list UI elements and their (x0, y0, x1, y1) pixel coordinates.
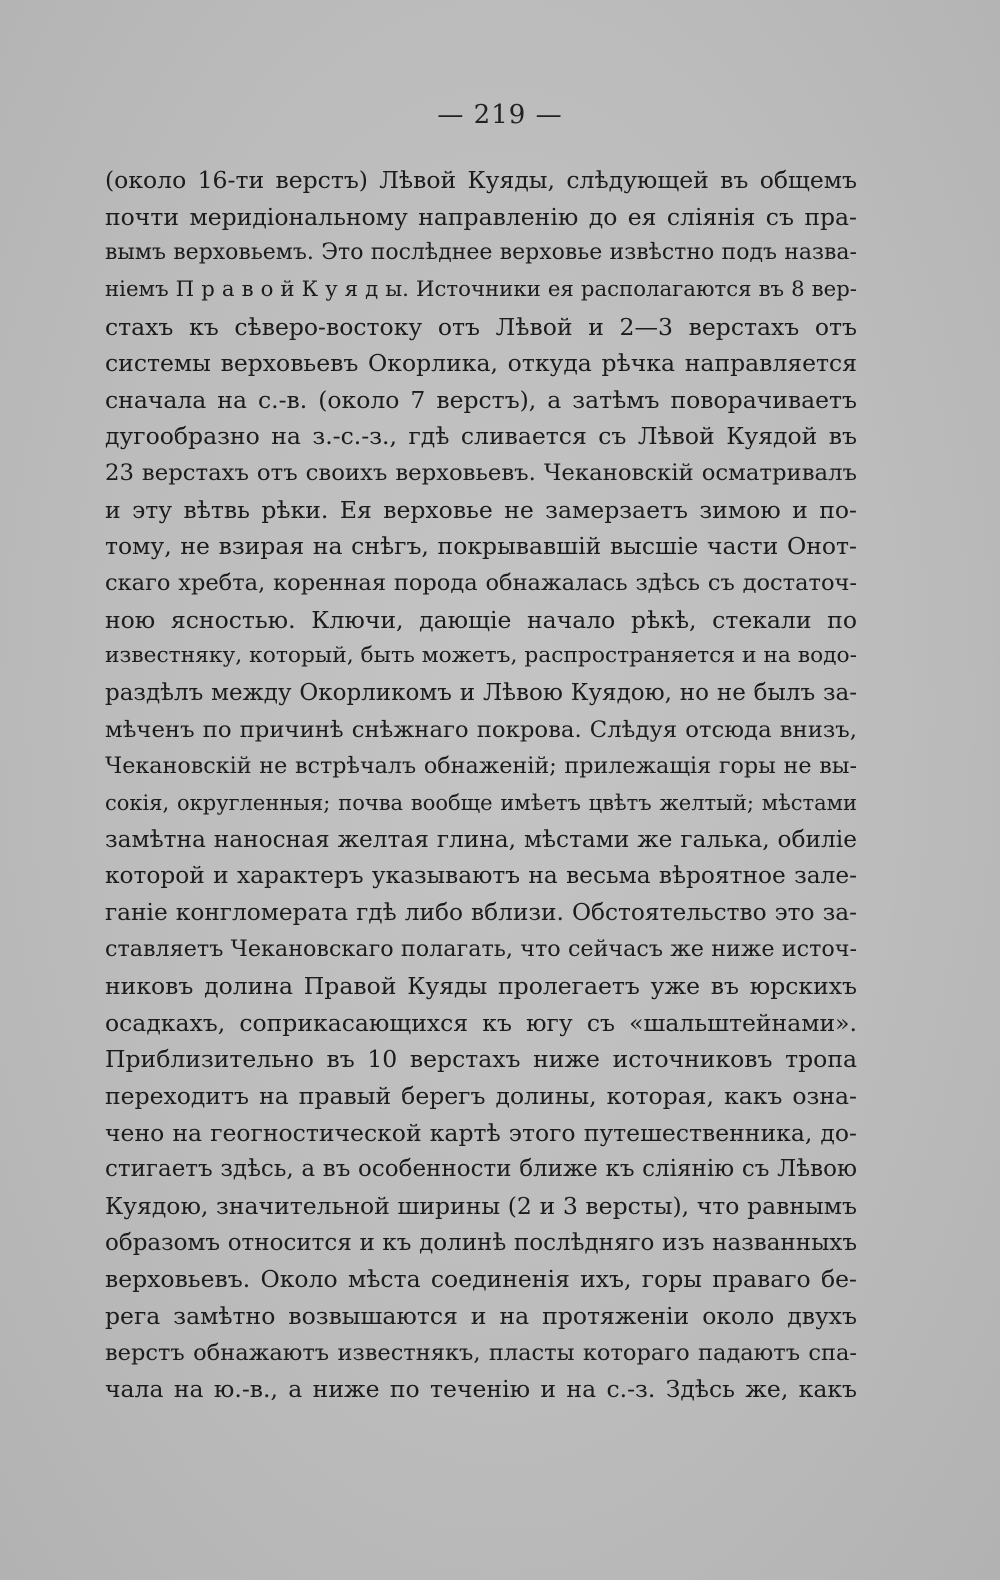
text-line: чено на геогностической картѣ этого путешественника, до- (105, 1118, 857, 1147)
text-line: ставляетъ Чекановскаго полагать, что сейчасъ же ниже источ- (105, 936, 857, 963)
text-line: системы верховьевъ Окорлика, откуда рѣчка направляется (105, 349, 857, 378)
text-line: скаго хребта, коренная порода обнажалась здѣсь съ достаточ- (105, 570, 857, 597)
text-line: дугообразно на з.-с.-з., гдѣ сливается съ Лѣвой Куядой въ (105, 422, 857, 451)
text-line: стигаетъ здѣсь, а въ особенности ближе къ сліянію съ Лѣвою (105, 1156, 857, 1183)
text-line: тому, не взирая на снѣгъ, покрывавшій высшіе части Онот- (105, 532, 857, 561)
text-line: 23 верстахъ отъ своихъ верховьевъ. Чекановскій осматривалъ (105, 460, 857, 487)
text-line: переходитъ на правый берегъ долины, которая, какъ озна- (105, 1082, 857, 1111)
text-line: рега замѣтно возвышаются и на протяженіи около двухъ (105, 1301, 857, 1330)
text-line: раздѣлъ между Окорликомъ и Лѣвою Куядою, но не былъ за- (105, 679, 857, 706)
text-line: вымъ верховьемъ. Это послѣднее верховье извѣстно подъ назва- (105, 240, 857, 266)
text-line: сокія, округленныя; почва вообще имѣетъ цвѣтъ желтый; мѣстами (105, 790, 857, 815)
text-line: осадкахъ, соприкасающихся къ югу съ «шальштейнами». (105, 1008, 857, 1037)
text-line: (около 16-ти верстъ) Лѣвой Куяды, слѣдующей въ общемъ (105, 166, 857, 194)
text-line: которой и характеръ указываютъ на весьма вѣроятное зале- (105, 862, 857, 890)
text-line: образомъ относится и къ долинѣ послѣдняго изъ названныхъ (105, 1229, 857, 1256)
text-line: и эту вѣтвь рѣки. Ея верховье не замерзаетъ зимою и по- (105, 495, 857, 524)
text-line: Куядою, значительной ширины (2 и 3 версты), что равнымъ (105, 1191, 857, 1220)
text-line: Приблизительно въ 10 верстахъ ниже источниковъ тропа (105, 1045, 857, 1074)
text-line: верстъ обнажаютъ известнякъ, пласты котораго падаютъ спа- (105, 1339, 857, 1366)
text-line: Чекановскій не встрѣчалъ обнаженій; прилежащія горы не вы- (105, 753, 857, 780)
text-line: сначала на с.-в. (около 7 верстъ), а затѣмъ поворачиваетъ (105, 385, 857, 414)
text-line: верховьевъ. Около мѣста соединенія ихъ, горы праваго бе- (105, 1265, 857, 1294)
text-line: замѣтна наносная желтая глина, мѣстами же галька, обиліе (105, 825, 857, 853)
text-line: мѣченъ по причинѣ снѣжнаго покрова. Слѣдуя отсюда внизъ, (105, 716, 857, 743)
text-line: никовъ долина Правой Куяды пролегаетъ уже въ юрскихъ (105, 972, 857, 1001)
text-line: известняку, который, быть можетъ, распространяется и на водо- (105, 643, 857, 669)
text-line: почти меридіональному направленію до ея сліянія съ пра- (105, 202, 857, 231)
text-line: ною ясностью. Ключи, дающіе начало рѣкѣ, стекали по (105, 605, 857, 634)
body-text (105, 162, 857, 1408)
text-line: чала на ю.-в., а ниже по теченію и на с.-з. Здѣсь же, какъ (105, 1375, 857, 1404)
text-line: стахъ къ сѣверо-востоку отъ Лѣвой и 2—3 верстахъ отъ (105, 312, 857, 341)
text-line: ніемъ П р а в о й К у я д ы. Источники ея располагаются въ 8 вер- (105, 276, 857, 302)
page-number: — 219 — (437, 100, 563, 130)
text-line: ганіе конгломерата гдѣ либо вблизи. Обстоятельство это за- (105, 898, 857, 926)
